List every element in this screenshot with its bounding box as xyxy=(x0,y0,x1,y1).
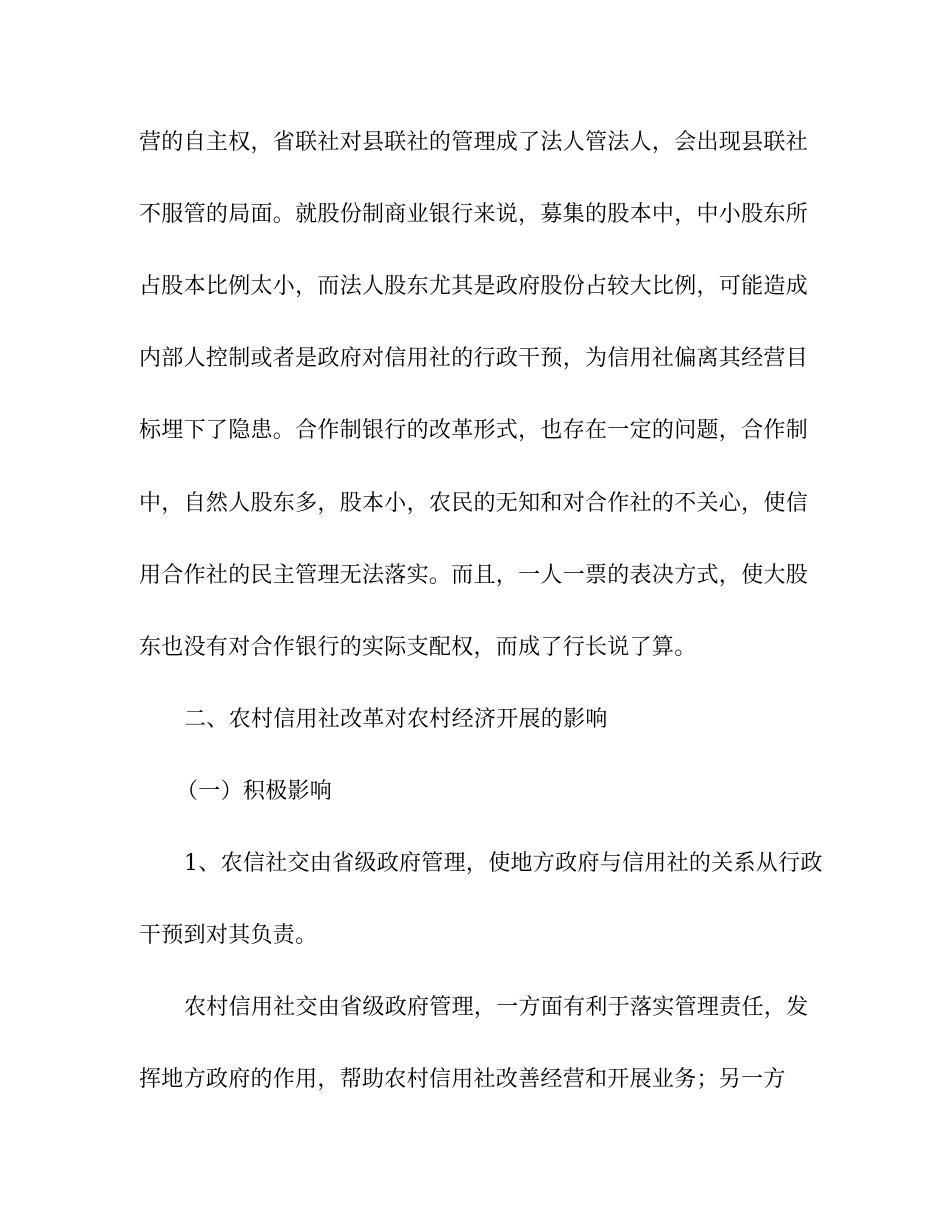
body-text-line: 中，自然人股东多，股本小，农民的无知和对合作社的不关心，使信 xyxy=(139,491,809,516)
body-text-line: 内部人控制或者是政府对信用社的行政干预，为信用社偏离其经营目 xyxy=(139,346,809,371)
subsection-heading: （一）积极影响 xyxy=(176,779,333,804)
body-text-line: 不服管的局面。就股份制商业银行来说，募集的股本中，中小股东所 xyxy=(139,202,809,227)
numbered-point-line: 1、农信社交由省级政府管理，使地方政府与信用社的关系从行政 xyxy=(184,851,823,876)
body-text-line: 标埋下了隐患。合作制银行的改革形式，也存在一定的问题，合作制 xyxy=(139,418,809,443)
body-text-line: 东也没有对合作银行的实际支配权，而成了行长说了算。 xyxy=(139,635,697,660)
body-text-line: 占股本比例太小，而法人股东尤其是政府股份占较大比例，可能造成 xyxy=(139,274,809,299)
section-heading: 二、农村信用社改革对农村经济开展的影响 xyxy=(184,707,608,732)
numbered-point-line: 干预到对其负责。 xyxy=(139,923,318,948)
body-text-line: 农村信用社交由省级政府管理，一方面有利于落实管理责任，发 xyxy=(184,995,809,1020)
body-text-line: 挥地方政府的作用，帮助农村信用社改善经营和开展业务；另一方 xyxy=(139,1067,786,1092)
body-text-line: 用合作社的民主管理无法落实。而且，一人一票的表决方式，使大股 xyxy=(139,563,809,588)
body-text-line: 营的自主权，省联社对县联社的管理成了法人管法人，会出现县联社 xyxy=(139,130,809,155)
